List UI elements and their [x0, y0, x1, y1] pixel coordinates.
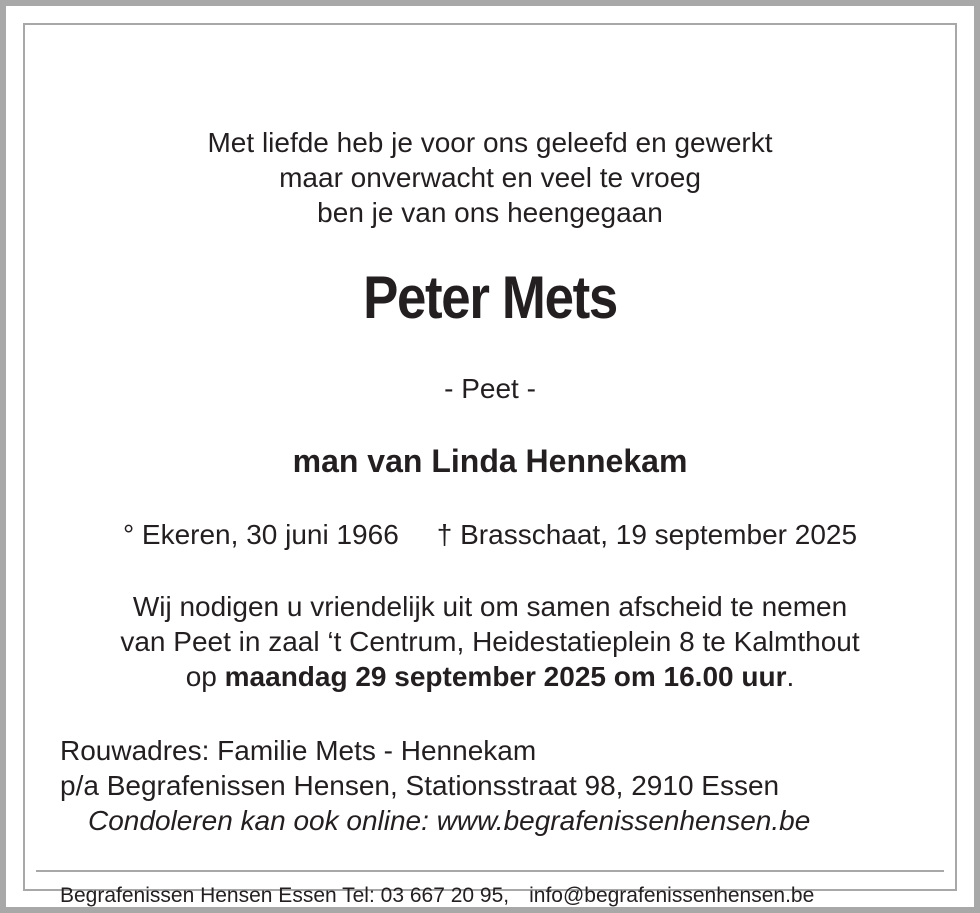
invitation-suffix: . — [786, 661, 795, 692]
life-dates — [0, 518, 980, 552]
poem-line-1: Met liefde heb je voor ons geleefd en gewerkt — [207, 127, 773, 158]
death-info: † Brasschaat, 19 september 2025 — [436, 519, 858, 550]
poem — [0, 125, 980, 230]
address-line-2: p/a Begrafenissen Hensen, Stationsstraat 98, 2910 Essen — [60, 770, 780, 801]
invitation-prefix: op — [185, 661, 225, 692]
invitation-line-2: van Peet in zaal ‘t Centrum, Heidestatieplein 8 te Kalmthout — [120, 626, 860, 657]
invitation-line-3 — [0, 659, 980, 694]
poem-line-2: maar onverwacht en veel te vroeg — [279, 162, 701, 193]
footer-company-phone: Begrafenissen Hensen Essen Tel: 03 667 20 95, — [60, 884, 510, 907]
poem-line-3: ben je van ons heengegaan — [317, 197, 663, 228]
footer-divider — [36, 870, 944, 872]
address-line-1: Rouwadres: Familie Mets - Hennekam — [60, 735, 537, 766]
mourning-address — [60, 733, 779, 803]
footer-email: info@begrafenissenhensen.be — [529, 884, 815, 907]
condolence-note: Condoleren kan ook online: www.begrafenissenhensen.be — [88, 805, 811, 836]
invitation-line-1: Wij nodigen u vriendelijk uit om samen afscheid te nemen — [132, 591, 848, 622]
footer — [60, 882, 814, 910]
ceremony-date-time: maandag 29 september 2025 om 16.00 uur — [224, 661, 787, 692]
birth-info: ° Ekeren, 30 juni 1966 — [122, 519, 399, 550]
deceased-name: Peter Mets — [363, 264, 617, 331]
invitation — [0, 589, 980, 694]
spouse-line: man van Linda Hennekam — [292, 443, 688, 479]
nickname: - Peet - — [444, 373, 536, 404]
